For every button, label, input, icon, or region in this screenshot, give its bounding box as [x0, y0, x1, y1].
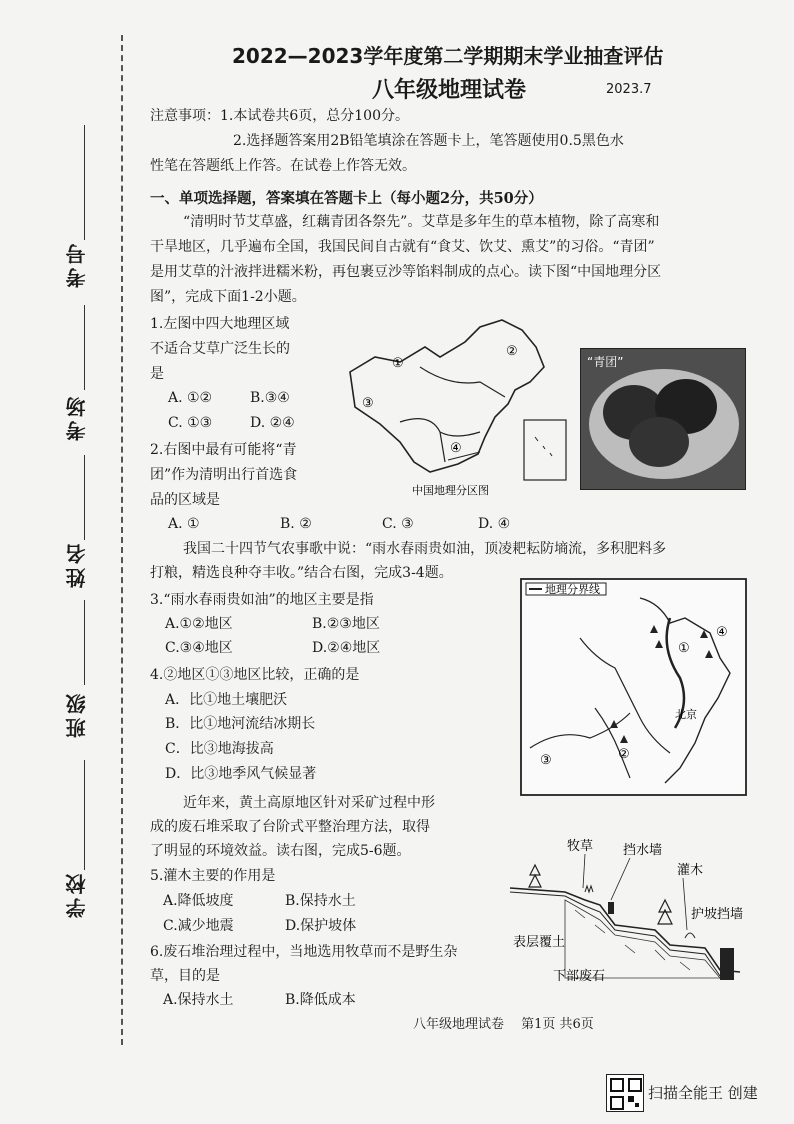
- photo-label: “青团”: [587, 355, 624, 369]
- q5-option-b: B.保持水土: [285, 893, 356, 909]
- exam-no-label: 考号: [65, 240, 89, 288]
- qingtuan-photo: [580, 348, 746, 490]
- label-waste-rock: 下部废石: [553, 969, 606, 984]
- intro-line-4: 图”，完成下面1-2小题。: [150, 289, 306, 305]
- q4-option-a: A．比①地土壤肥沃: [165, 692, 288, 708]
- map2-legend: 地理分界线: [545, 583, 600, 596]
- q2-stem-3: 品的区域是: [150, 492, 220, 508]
- map1-region-1: ①: [392, 356, 404, 371]
- q6-option-b: B.降低成本: [285, 992, 356, 1008]
- exam-subtitle: 八年级地理试卷: [372, 78, 527, 103]
- section-heading: 一、单项选择题，答案填在答题卡上（每小题2分，共50分）: [150, 190, 543, 207]
- q3-option-a: A.①②地区: [165, 616, 233, 632]
- note-line-3: 性笔在答题纸上作答。在试卷上作答无效。: [150, 158, 416, 174]
- map2-region-1: ①: [678, 641, 690, 656]
- q1-option-a: A. ①②: [168, 390, 213, 406]
- label-topsoil: 表层覆土: [513, 935, 566, 950]
- q4-option-c: C．比③地海拔高: [165, 741, 274, 757]
- exam-title: 2022—2023学年度第二学期期末学业抽查评估: [232, 44, 664, 68]
- q1-option-b: B.③④: [250, 390, 290, 406]
- scanner-watermark: 扫描全能王 创建: [648, 1084, 758, 1102]
- label-grass: 牧草: [567, 839, 594, 854]
- q4-option-b: B．比①地河流结冰期长: [165, 716, 316, 732]
- terrace-diagram: [505, 830, 750, 990]
- map2-region-4: ④: [716, 625, 728, 640]
- q6-stem-1: 6.废石堆治理过程中，当地选用牧草而不是野生杂: [150, 944, 458, 960]
- label-retaining-wall: 护坡挡墙: [691, 907, 744, 922]
- class-blank: [84, 600, 85, 685]
- map2-region-3: ③: [540, 753, 552, 768]
- intro56-line-1: 近年来，黄土高原地区针对采矿过程中形: [183, 795, 435, 811]
- q5-option-d: D.保护坡体: [285, 918, 357, 934]
- north-china-map: [520, 578, 748, 798]
- map1-region-4: ④: [450, 441, 462, 456]
- intro-line-1: “清明时节艾草盛，红藕青团各祭先”。艾草是多年生的草本植物，除了高寒和: [183, 214, 660, 230]
- q3-option-c: C.③④地区: [165, 640, 233, 656]
- q2-option-a: A. ①: [168, 516, 200, 532]
- binding-dashed-line: [121, 35, 123, 1045]
- q2-stem-2: 团”作为清明出行首选食: [150, 467, 298, 483]
- q3-stem: 3.“雨水春雨贵如油”的地区主要是指: [150, 592, 374, 608]
- q3-option-b: B.②③地区: [312, 616, 380, 632]
- intro56-line-2: 成的废石堆采取了台阶式平整治理方法，取得: [150, 819, 430, 835]
- q3-option-d: D.②④地区: [312, 640, 381, 656]
- q5-option-a: A.降低坡度: [163, 893, 234, 909]
- map2-beijing: 北京: [675, 708, 697, 721]
- map1-caption: 中国地理分区图: [412, 484, 489, 497]
- q4-option-d: D．比③地季风气候显著: [165, 766, 317, 782]
- q6-stem-2: 草，目的是: [150, 968, 220, 984]
- map2-region-2: ②: [618, 747, 630, 762]
- q6-option-a: A.保持水土: [163, 992, 234, 1008]
- exam-date: 2023.7: [606, 82, 652, 97]
- q2-stem-1: 2.右图中最有可能将“青: [150, 442, 297, 458]
- intro-line-2: 干旱地区，几乎遍布全国，我国民间自古就有“食艾、饮艾、熏艾”的习俗。“青团”: [150, 239, 655, 255]
- map1-region-2: ②: [506, 344, 518, 359]
- qr-code-icon: [606, 1074, 644, 1112]
- school-label: 学校: [65, 870, 89, 918]
- exam-no-blank: [84, 125, 85, 240]
- q1-option-d: D. ②④: [250, 415, 295, 431]
- q1-stem-2: 不适合艾草广泛生长的: [150, 341, 290, 357]
- school-blank: [84, 760, 85, 870]
- q2-option-c: C. ③: [382, 516, 414, 532]
- note-line-1: 注意事项：1.本试卷共6页，总分100分。: [150, 108, 409, 124]
- q2-option-b: B. ②: [280, 516, 312, 532]
- map1-region-3: ③: [362, 396, 374, 411]
- q5-option-c: C.减少地震: [163, 918, 234, 934]
- name-label: 姓名: [65, 540, 89, 588]
- name-blank: [84, 455, 85, 540]
- class-label: 班级: [65, 690, 89, 738]
- q2-option-d: D. ④: [478, 516, 511, 532]
- room-blank: [84, 305, 85, 390]
- q1-option-c: C. ①③: [168, 415, 213, 431]
- note-line-2: 2.选择题答案用2B铅笔填涂在答题卡上，笔答题使用0.5黑色水: [233, 133, 624, 149]
- label-shrub: 灌木: [677, 863, 704, 878]
- page-footer: 八年级地理试卷 第1页 共6页: [413, 1017, 594, 1032]
- intro56-line-3: 了明显的环境效益。读右图，完成5-6题。: [150, 843, 411, 859]
- china-region-map: [330, 312, 575, 502]
- room-label: 考场: [65, 393, 89, 441]
- label-wall: 挡水墙: [623, 843, 663, 858]
- q5-stem: 5.灌木主要的作用是: [150, 868, 276, 884]
- q1-stem-3: 是: [150, 366, 164, 382]
- intro34-line-1: 我国二十四节气农事歌中说：“雨水春雨贵如油，顶凌耙耘防墒流，多积肥料多: [183, 541, 667, 557]
- q1-stem-1: 1.左图中四大地理区域: [150, 316, 290, 332]
- intro34-line-2: 打粮，精选良种夺丰收。”结合右图，完成3-4题。: [150, 565, 453, 581]
- q4-stem: 4.②地区①③地区比较，正确的是: [150, 667, 360, 683]
- intro-line-3: 是用艾草的汁液拌进糯米粉，再包裹豆沙等馅料制成的点心。读下图“中国地理分区: [150, 264, 662, 280]
